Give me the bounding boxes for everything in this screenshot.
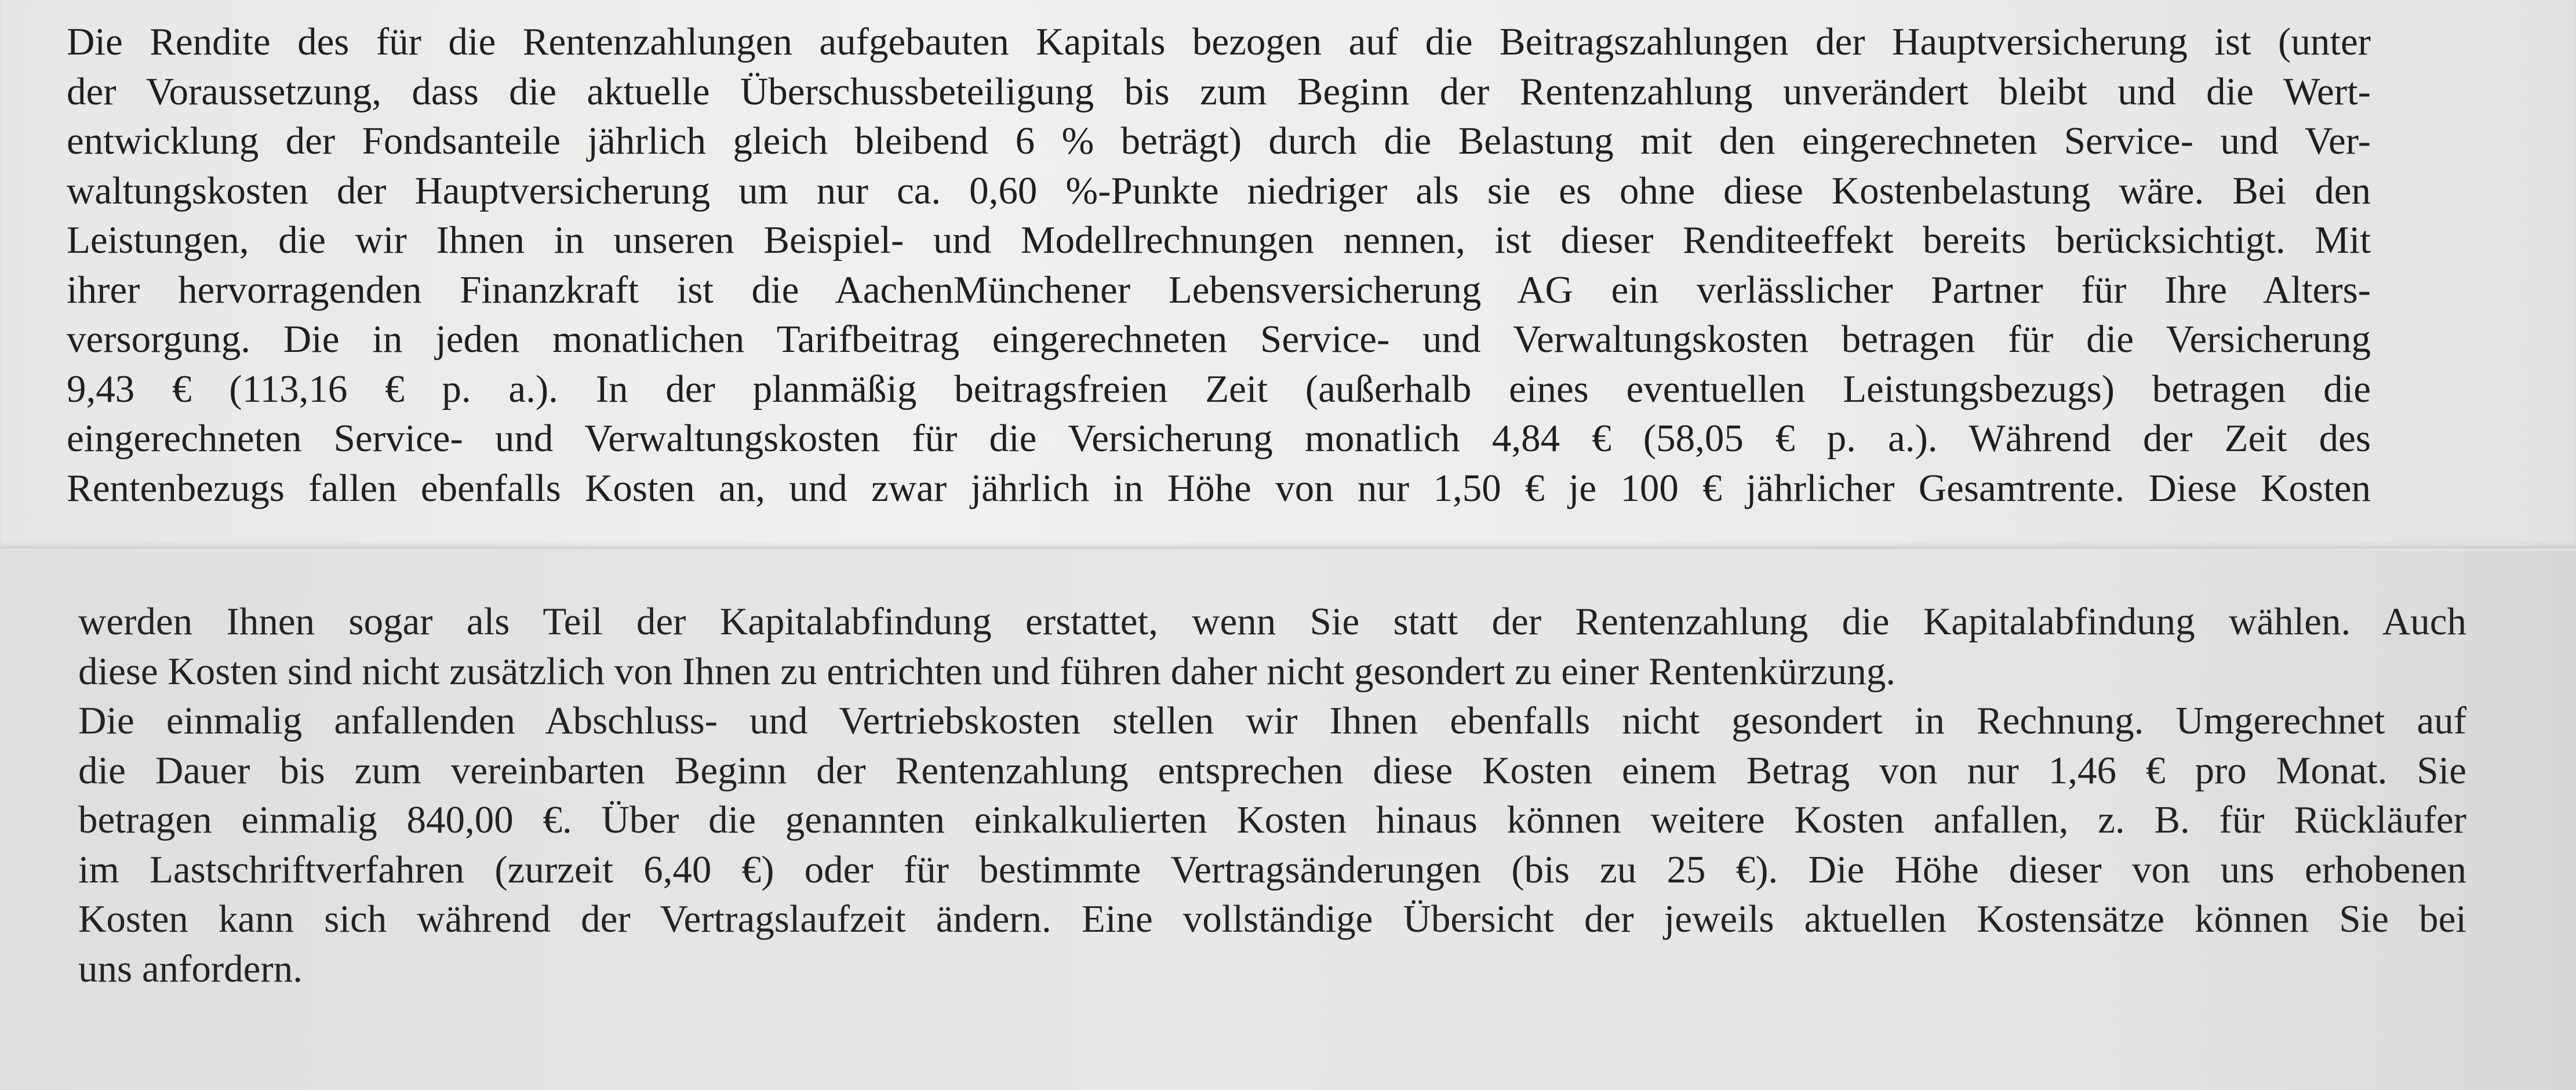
document-page-bottom [0, 551, 2576, 1090]
text-line: waltungskosten der Hauptversicherung um nur ca. 0,60 %-Punkte niedriger als sie es ohne diese Kostenbelastung wäre. Bei den [67, 169, 2371, 212]
text-line: betragen einmalig 840,00 €. Über die genannten einkalkulierten Kosten hinaus können weitere Kosten anfallen, z. B. für Rückläufer [78, 798, 2466, 841]
text-line: eingerechneten Service- und Verwaltungskosten für die Versicherung monatlich 4,84 € (58,05 € p. a.). Während der Zeit des [67, 417, 2371, 460]
text-line: entwicklung der Fondsanteile jährlich gleich bleibend 6 % beträgt) durch die Belastung mit den eingerechneten Service- und Ver- [67, 119, 2371, 162]
text-line: Kosten kann sich während der Vertragslaufzeit ändern. Eine vollständige Übersicht der jeweils aktuellen Kostensätze können Sie bei [78, 898, 2466, 940]
text-line: die Dauer bis zum vereinbarten Beginn der Rentenzahlung entsprechen diese Kosten einem Betrag von nur 1,46 € pro Monat. Sie [78, 749, 2466, 792]
text-line: diese Kosten sind nicht zusätzlich von Ihnen zu entrichten und führen daher nicht gesondert zu einer Rentenkürzung. [78, 649, 1895, 693]
text-line: Rentenbezugs fallen ebenfalls Kosten an, und zwar jährlich in Höhe von nur 1,50 € je 100 € jährlicher Gesamtrente. Diese Kosten [67, 466, 2371, 510]
text-line: Die Rendite des für die Rentenzahlungen aufgebauten Kapitals bezogen auf die Beitragszahlungen der Hauptversicherung ist (unter [67, 20, 2371, 63]
text-line: werden Ihnen sogar als Teil der Kapitalabfindung erstattet, wenn Sie statt der Rentenzahlung die Kapitalabfindung wählen. Auch [78, 600, 2466, 643]
bottom-paragraph [78, 597, 2466, 994]
text-line: im Lastschriftverfahren (zurzeit 6,40 €) oder für bestimmte Vertragsänderungen (bis zu 25 €). Die Höhe dieser von uns erhobenen [78, 848, 2466, 891]
text-line: Die einmalig anfallenden Abschluss- und Vertriebskosten stellen wir Ihnen ebenfalls nicht gesondert in Rechnung. Umgerechnet auf [78, 699, 2466, 742]
text-line: 9,43 € (113,16 € p. a.). In der planmäßig beitragsfreien Zeit (außerhalb eines eventuellen Leistungsbezugs) betragen die [67, 367, 2371, 410]
text-line: uns anfordern. [78, 947, 303, 990]
text-line: ihrer hervorragenden Finanzkraft ist die AachenMünchener Lebensversicherung AG ein verlässlicher Partner für Ihre Alters- [67, 268, 2371, 311]
text-line: der Voraussetzung, dass die aktuelle Überschussbeteiligung bis zum Beginn der Rentenzahlung unverändert bleibt und die Wert- [67, 70, 2371, 113]
text-line: versorgung. Die in jeden monatlichen Tarifbeitrag eingerechneten Service- und Verwaltungskosten betragen für die Versicherung [67, 318, 2371, 361]
top-paragraph [67, 17, 2371, 513]
text-line: Leistungen, die wir Ihnen in unseren Beispiel- und Modellrechnungen nennen, ist dieser Renditeeffekt bereits berücksichtigt. Mit [67, 219, 2371, 261]
